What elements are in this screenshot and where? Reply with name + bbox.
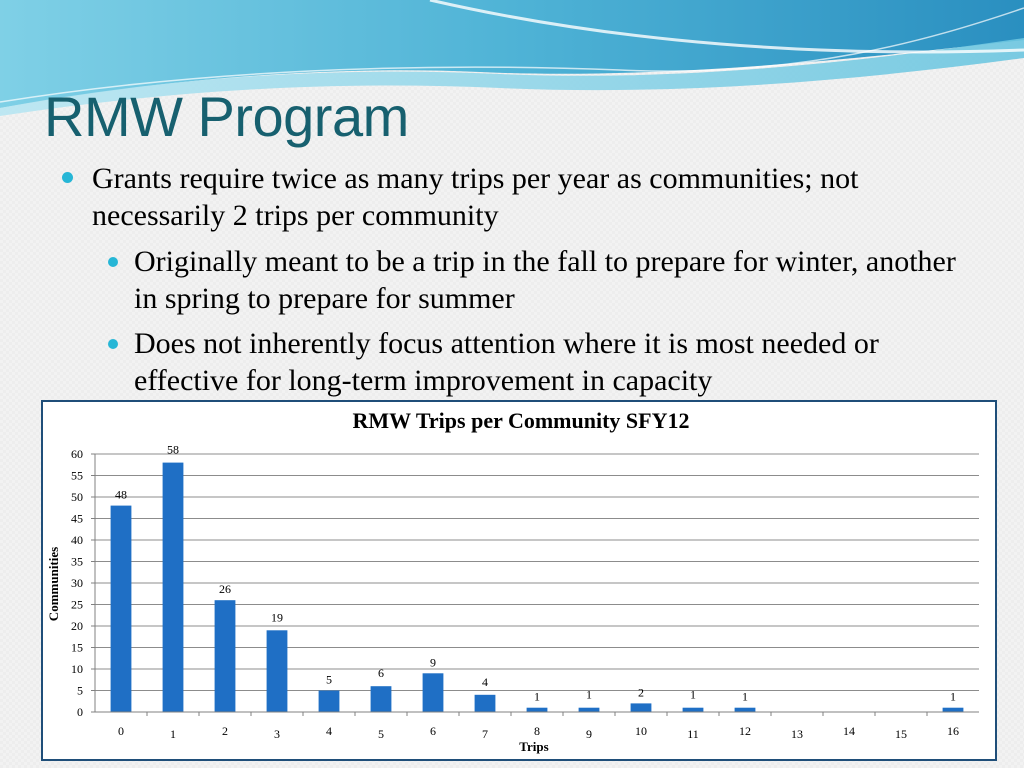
data-label: 5 xyxy=(326,672,332,687)
bar xyxy=(735,708,756,712)
bullet-text-2: Originally meant to be a trip in the fall to prepare for winter, another in spring to prepare for summer xyxy=(134,245,956,315)
data-label: 19 xyxy=(271,610,283,625)
x-tick-label: 8 xyxy=(534,724,540,738)
data-label: 2 xyxy=(638,685,644,700)
bar xyxy=(579,708,600,712)
bullet-dot-icon xyxy=(62,172,73,183)
x-tick-label: 5 xyxy=(378,727,384,741)
bullet-text-1: Grants require twice as many trips per year as communities; not necessarily 2 trips per community xyxy=(92,162,859,232)
data-label: 1 xyxy=(950,689,956,704)
slide-title: RMW Program xyxy=(44,85,409,148)
data-label: 48 xyxy=(115,487,127,502)
bar xyxy=(631,703,652,712)
y-tick-label: 15 xyxy=(71,640,83,655)
data-label: 58 xyxy=(167,442,179,457)
x-tick-label: 0 xyxy=(118,724,124,738)
bar xyxy=(267,630,288,712)
data-label: 1 xyxy=(534,689,540,704)
data-label: 1 xyxy=(742,689,748,704)
bullet-dot-icon xyxy=(108,257,118,267)
bullet-item-1 xyxy=(92,160,972,234)
x-tick-label: 4 xyxy=(326,724,332,738)
x-tick-label: 3 xyxy=(274,727,280,741)
y-tick-label: 35 xyxy=(71,554,83,569)
y-axis-label: Communities xyxy=(46,546,61,622)
x-tick-label: 11 xyxy=(687,727,699,741)
data-label: 26 xyxy=(219,582,231,597)
x-tick-label: 2 xyxy=(222,724,228,738)
y-tick-label: 55 xyxy=(71,468,83,483)
y-tick-label: 20 xyxy=(71,619,83,633)
data-label: 9 xyxy=(430,655,436,670)
bar xyxy=(319,691,340,713)
bar xyxy=(423,673,444,712)
chart-frame xyxy=(41,400,997,761)
y-tick-label: 25 xyxy=(71,597,83,612)
data-label: 4 xyxy=(482,674,488,689)
x-tick-label: 6 xyxy=(430,724,436,738)
data-labels xyxy=(115,443,956,704)
bar xyxy=(943,708,964,712)
y-tick-label: 50 xyxy=(71,490,83,504)
y-tick-label: 40 xyxy=(71,533,83,547)
bar xyxy=(215,600,236,712)
x-tick-label: 7 xyxy=(482,727,488,741)
data-label: 1 xyxy=(586,687,592,702)
bar xyxy=(475,695,496,712)
bullet-item-2 xyxy=(134,243,984,317)
y-tick-label: 60 xyxy=(71,447,83,461)
y-tick-label: 10 xyxy=(71,662,83,676)
x-tick-label: 9 xyxy=(586,727,592,741)
bar xyxy=(163,463,184,712)
x-tick-label: 14 xyxy=(843,724,855,738)
bars xyxy=(111,463,964,712)
x-tick-label: 16 xyxy=(947,724,959,738)
x-tick-label: 13 xyxy=(791,727,803,741)
y-tick-label: 5 xyxy=(77,683,83,698)
x-tick-label: 15 xyxy=(895,727,907,741)
y-tick-label: 0 xyxy=(77,705,83,719)
bar xyxy=(683,708,704,712)
y-tick-label: 30 xyxy=(71,576,83,590)
bullet-dot-icon xyxy=(108,339,118,349)
x-tick-label: 10 xyxy=(635,724,647,738)
x-tick-label: 1 xyxy=(170,727,176,741)
x-axis-label: Trips xyxy=(519,739,549,754)
bar-chart xyxy=(43,402,995,759)
chart-title: RMW Trips per Community SFY12 xyxy=(352,408,690,433)
y-tick-label: 45 xyxy=(71,511,83,526)
bar xyxy=(371,686,392,712)
bar xyxy=(527,708,548,712)
x-tick-label: 12 xyxy=(739,724,751,738)
data-label: 6 xyxy=(378,666,384,681)
bullet-text-3: Does not inherently focus attention where it is most needed or effective for long-term improvement in capacity xyxy=(134,327,879,397)
y-tick-labels xyxy=(71,447,83,719)
data-label: 1 xyxy=(690,687,696,702)
bullet-item-3 xyxy=(134,325,984,399)
bar xyxy=(111,506,132,712)
